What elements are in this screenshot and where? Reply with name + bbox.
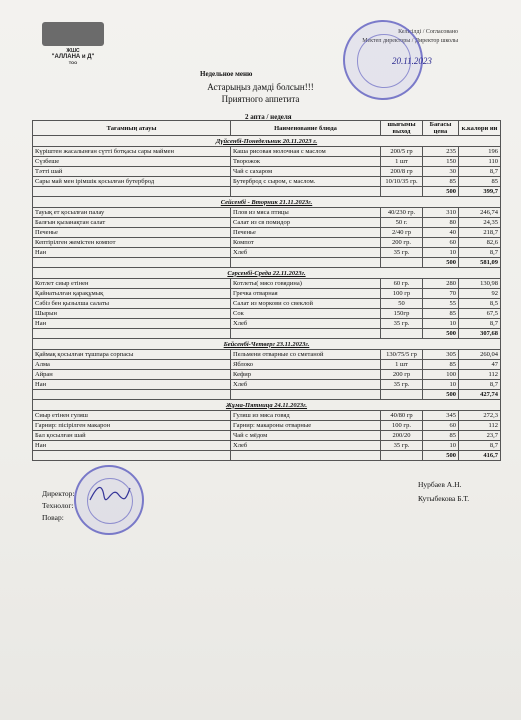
table-row [33,248,501,258]
dish-name-ru: Салат из моркови со свеклой [231,299,381,309]
empty-cell [231,187,381,197]
dish-price: 85 [423,309,459,319]
dish-output: 60 гр. [381,279,423,289]
dish-output: 100 гр. [381,421,423,431]
day-total-row [33,329,501,339]
logo-mark-icon [42,22,104,46]
dish-name-kz: Нан [33,248,231,258]
table-row [33,279,501,289]
day-title: Сейсенбі - Вторник 21.11.2023г. [33,197,501,208]
dish-price: 30 [423,167,459,177]
table-row [33,289,501,299]
dish-name-kz: Алма [33,360,231,370]
greeting-ru: Приятного аппетита [221,94,300,104]
dish-price: 60 [423,238,459,248]
dish-output: 35 гр. [381,248,423,258]
dish-price: 60 [423,421,459,431]
dish-kcal: 246,74 [459,208,501,218]
table-row [33,218,501,228]
greeting-kz: Астарыңыз дәмді болсын!!! [207,82,314,92]
dish-kcal: 8,7 [459,441,501,451]
table-row [33,421,501,431]
signature-names [418,478,469,506]
dish-kcal: 260,04 [459,350,501,360]
empty-cell [33,258,231,268]
dish-kcal: 8,7 [459,380,501,390]
dish-price: 85 [423,431,459,441]
column-header: Наименование блюда [231,121,381,136]
day-total-row [33,451,501,461]
dish-kcal: 196 [459,147,501,157]
dish-kcal: 112 [459,421,501,431]
dish-name-kz: Сары май мен ірімшік қосылған бутерброд [33,177,231,187]
total-kcal: 416,7 [459,451,501,461]
dish-price: 10 [423,319,459,329]
dish-name-kz: Кептірілген жемістен компот [33,238,231,248]
dish-kcal: 8,7 [459,319,501,329]
day-header-row [33,339,501,350]
empty-cell [381,329,423,339]
dish-price: 345 [423,411,459,421]
dish-name-ru: Компот [231,238,381,248]
day-header-row [33,136,501,147]
day-total-row [33,258,501,268]
dish-name-ru: Плов из мяса птицы [231,208,381,218]
dish-kcal: 8,7 [459,167,501,177]
table-row [33,228,501,238]
column-header: Бағасы цена [423,121,459,136]
empty-cell [33,187,231,197]
table-row [33,299,501,309]
dish-price: 150 [423,157,459,167]
dish-output: 2/40 гр [381,228,423,238]
dish-kcal: 47 [459,360,501,370]
dish-name-kz: Нан [33,380,231,390]
dish-output: 40/80 гр [381,411,423,421]
day-title: Дүйсенбі-Понедельник 20.11.2023 г. [33,136,501,147]
day-header-row [33,268,501,279]
dish-output: 50 г. [381,218,423,228]
dish-output: 200 гр [381,370,423,380]
table-row [33,177,501,187]
table-row [33,238,501,248]
dish-price: 100 [423,370,459,380]
dish-kcal: 110 [459,157,501,167]
day-header-row [33,400,501,411]
dish-output: 35 гр. [381,380,423,390]
director-label: Директор: [42,489,75,498]
dish-name-ru: Хлеб [231,319,381,329]
dish-price: 280 [423,279,459,289]
dish-price: 10 [423,441,459,451]
dish-name-ru: Сок [231,309,381,319]
dish-name-kz: Печенье [33,228,231,238]
dish-name-ru: Гречка отварная [231,289,381,299]
dish-name-kz: Қаймақ қосылған тұшпара сорпасы [33,350,231,360]
dish-name-kz: Нан [33,441,231,451]
total-kcal: 307,68 [459,329,501,339]
dish-kcal: 92 [459,289,501,299]
total-kcal: 581,09 [459,258,501,268]
dish-name-ru: Салат из св помидор [231,218,381,228]
table-row [33,350,501,360]
empty-cell [381,390,423,400]
dish-name-ru: Пельмени отварные со сметаной [231,350,381,360]
table-row [33,411,501,421]
dish-output: 130/75/5 гр [381,350,423,360]
total-kcal: 427,74 [459,390,501,400]
day-title: Жұма-Пятница 24.11.2023г. [33,400,501,411]
dish-output: 1 шт [381,360,423,370]
table-row [33,360,501,370]
column-header: к.калори ии [459,121,501,136]
dish-name-kz: Күріштен жасалынған сүтті ботқасы сары маймен [33,147,231,157]
total-price: 500 [423,258,459,268]
dish-name-kz: Гарнир: пісірілген макарон [33,421,231,431]
total-kcal: 399,7 [459,187,501,197]
dish-kcal: 67,5 [459,309,501,319]
logo-line-1: ЖШС [66,48,80,54]
empty-cell [381,451,423,461]
empty-cell [231,329,381,339]
table-row [33,157,501,167]
empty-cell [231,451,381,461]
dish-output: 100 гр [381,289,423,299]
dish-name-kz: Сәбіз бен қызылша салаты [33,299,231,309]
dish-output: 200/8 гр [381,167,423,177]
dish-price: 10 [423,248,459,258]
dish-price: 40 [423,228,459,238]
empty-cell [33,451,231,461]
dish-kcal: 8,7 [459,248,501,258]
menu-table-body [33,136,501,461]
dish-price: 235 [423,147,459,157]
day-total-row [33,390,501,400]
dish-name-ru: Кефир [231,370,381,380]
day-total-row [33,187,501,197]
seal-stamp-icon [74,465,144,535]
dish-name-kz: Балғын қызанақтан салат [33,218,231,228]
dish-price: 305 [423,350,459,360]
dish-kcal: 130,98 [459,279,501,289]
dish-name-kz: Тәтті шай [33,167,231,177]
column-header: шығымы выход [381,121,423,136]
logo-line-3: ТОО [68,60,78,65]
dish-kcal: 218,7 [459,228,501,238]
dish-kcal: 8,5 [459,299,501,309]
dish-name-kz: Сиыр етінен гуляш [33,411,231,421]
dish-kcal: 272,3 [459,411,501,421]
column-header: Тағамның атауы [33,121,231,136]
dish-name-ru: Чай с мёдом [231,431,381,441]
dish-name-ru: Хлеб [231,248,381,258]
total-price: 500 [423,187,459,197]
dish-price: 55 [423,299,459,309]
empty-cell [381,258,423,268]
total-price: 500 [423,451,459,461]
dish-name-kz: Айран [33,370,231,380]
dish-name-ru: Гуляш из мяса говяд [231,411,381,421]
dish-output: 10/10/35 гр. [381,177,423,187]
dish-kcal: 82,6 [459,238,501,248]
dish-name-ru: Яблоко [231,360,381,370]
dish-output: 200 гр. [381,238,423,248]
dish-price: 70 [423,289,459,299]
total-price: 500 [423,390,459,400]
dish-price: 80 [423,218,459,228]
table-row [33,431,501,441]
dish-output: 40/230 гр. [381,208,423,218]
table-row [33,441,501,451]
table-row [33,380,501,390]
document-title: Недельное меню [200,70,253,78]
dish-name-kz: Шырын [33,309,231,319]
dish-kcal: 112 [459,370,501,380]
dish-name-ru: Котлеты( мясо говядина) [231,279,381,289]
dish-kcal: 24,35 [459,218,501,228]
dish-output: 150гр [381,309,423,319]
table-row [33,370,501,380]
day-title: Сәрсенбі-Среда 22.11.2023г. [33,268,501,279]
empty-cell [33,390,231,400]
empty-cell [33,329,231,339]
dish-name-ru: Чай с сахаром [231,167,381,177]
company-logo [38,22,108,66]
table-row [33,147,501,157]
week-label: 2 апта / неделя [245,113,292,121]
empty-cell [231,390,381,400]
dish-name-kz: Қайнатылған қарақұмық [33,289,231,299]
dish-kcal: 23,7 [459,431,501,441]
dish-name-kz: Тауық ет қосылған палау [33,208,231,218]
dish-name-kz: Сүзбеше [33,157,231,167]
total-price: 500 [423,329,459,339]
dish-name-ru: Каша рисовая молочная с маслом [231,147,381,157]
empty-cell [231,258,381,268]
table-row [33,208,501,218]
signature-roles [42,488,75,524]
dish-kcal: 85 [459,177,501,187]
approval-date: 20.11.2023 [392,56,432,66]
approval-line-2: Мектеп директоры / Директор школы [362,38,458,44]
day-header-row [33,197,501,208]
dish-name-ru: Хлеб [231,441,381,451]
dish-name-ru: Хлеб [231,380,381,390]
dish-output: 50 [381,299,423,309]
dish-price: 10 [423,380,459,390]
dish-output: 1 шт [381,157,423,167]
approval-line-1: Келісілді / Согласовано [398,29,458,35]
signer-name-1: Нурбаев А.Н. [418,480,462,489]
technologist-label: Технолог: [42,501,74,510]
dish-output: 200/5 гр [381,147,423,157]
table-header-row [33,121,501,136]
dish-output: 200/20 [381,431,423,441]
table-row [33,309,501,319]
day-title: Бейсенбі-Четверг 23.11.2023г. [33,339,501,350]
dish-name-kz: Котлет сиыр етінен [33,279,231,289]
dish-price: 310 [423,208,459,218]
dish-price: 85 [423,360,459,370]
dish-price: 85 [423,177,459,187]
signer-name-2: Кутыбекова Б.Т. [418,494,470,503]
cook-label: Повар: [42,513,64,522]
dish-name-ru: Гарнир: макароны отварные [231,421,381,431]
dish-output: 35 гр. [381,441,423,451]
dish-output: 35 гр. [381,319,423,329]
dish-name-ru: Творожок [231,157,381,167]
logo-line-2: "АЛЛАНА и Д" [51,54,95,60]
table-row [33,167,501,177]
table-row [33,319,501,329]
dish-name-kz: Нан [33,319,231,329]
dish-name-ru: Бутерброд с сыром, с маслом. [231,177,381,187]
menu-table [32,120,501,461]
empty-cell [381,187,423,197]
dish-name-kz: Бал қосылған шай [33,431,231,441]
dish-name-ru: Печенье [231,228,381,238]
